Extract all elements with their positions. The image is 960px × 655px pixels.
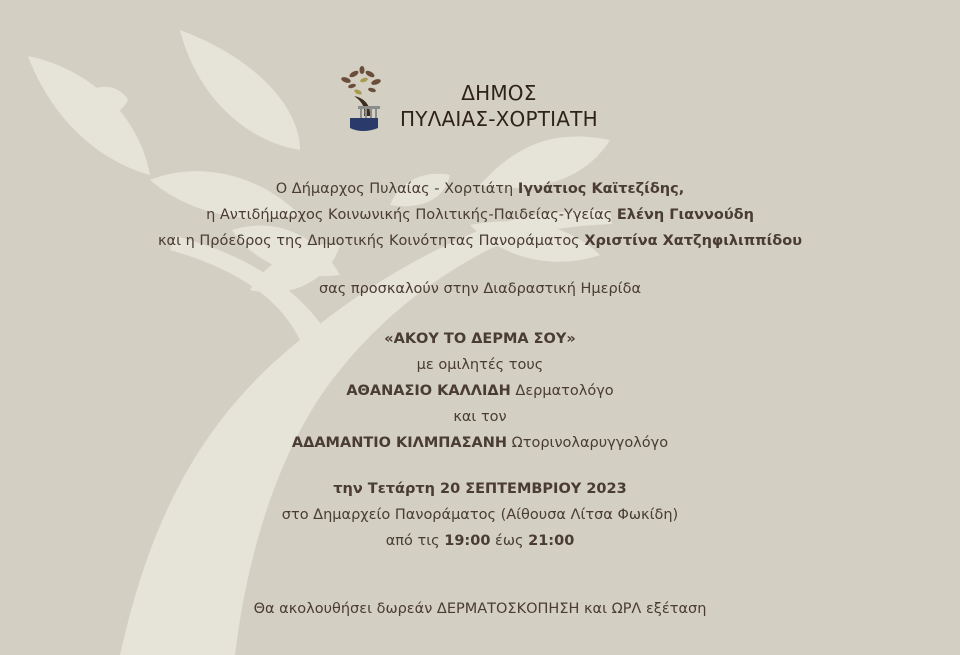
footer-note: Θα ακολουθήσει δωρεάν ΔΕΡΜΑΤΟΣΚΟΠΗΣΗ και ΩΡΛ εξέταση xyxy=(253,601,707,617)
logo-line-1: ΔΗΜΟΣ xyxy=(461,81,537,105)
mayor-title: Ο Δήμαρχος Πυλαίας - Χορτιάτη xyxy=(275,181,518,197)
president-title: και η Πρόεδρος της Δημοτικής Κοινότητας Πανοράματος xyxy=(157,233,585,249)
and-the: και τον xyxy=(453,409,507,425)
president-name: Χριστίνα Χατζηφιλιππίδου xyxy=(584,233,803,249)
speaker-2-name: ΑΔΑΜΑΝΤΙΟ ΚΙΛΜΠΑΣΑΝΗ xyxy=(291,435,508,451)
time-mid: έως xyxy=(490,533,529,549)
time-start: 19:00 xyxy=(444,533,491,549)
logo-line-2: ΠΥΛΑΙΑΣ-ΧΟΡΤΙΑΤΗ xyxy=(400,107,598,131)
event-time xyxy=(0,528,960,554)
event-date: την Τετάρτη 20 ΣΕΠΤΕΜΒΡΙΟΥ 2023 xyxy=(333,481,627,497)
event-venue: στο Δημαρχείο Πανοράματος (Αίθουσα Λίτσα Φωκίδη) xyxy=(281,507,679,523)
president-line xyxy=(0,228,960,254)
deputy-mayor-line xyxy=(0,202,960,228)
logo-wordmark xyxy=(400,80,598,132)
speakers-intro: με ομιλητές τους xyxy=(416,357,544,373)
invitation-text xyxy=(0,176,960,622)
speaker-2 xyxy=(0,430,960,456)
municipality-logo xyxy=(340,66,640,136)
speaker-1-name: ΑΘΑΝΑΣΙΟ ΚΑΛΛΙΔΗ xyxy=(346,383,511,399)
time-end: 21:00 xyxy=(528,533,575,549)
olive-tree-emblem-icon xyxy=(340,66,384,132)
deputy-title: η Αντιδήμαρχος Κοινωνικής Πολιτικής-Παιδείας-Υγείας xyxy=(206,207,617,223)
deputy-name: Ελένη Γιαννούδη xyxy=(616,207,754,223)
time-prefix: από τις xyxy=(385,533,445,549)
event-title: «ΑΚΟΥ ΤΟ ΔΕΡΜΑ ΣΟΥ» xyxy=(384,331,576,347)
speaker-1-role: Δερματολόγο xyxy=(510,383,614,399)
speaker-1 xyxy=(0,378,960,404)
mayor-line xyxy=(0,176,960,202)
mayor-name: Ιγνάτιος Καϊτεζίδης, xyxy=(517,181,685,197)
invite-line: σας προσκαλούν στην Διαδραστική Ημερίδα xyxy=(318,281,642,297)
speaker-2-role: Ωτορινολαρυγγολόγο xyxy=(507,435,669,451)
